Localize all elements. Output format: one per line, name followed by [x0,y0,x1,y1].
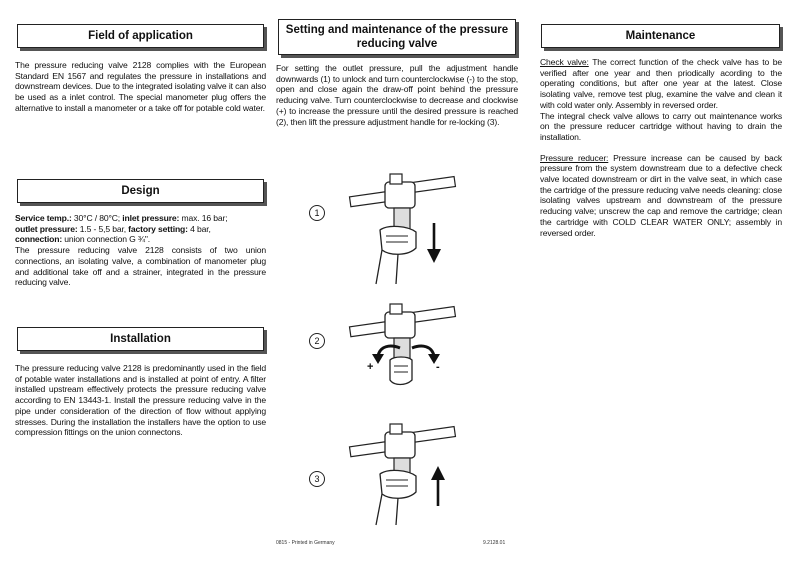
design-spec-line-1: Service temp.: 30°C / 80°C; inlet pressure: max. 16 bar; [15,213,228,223]
decrease-sign: - [436,361,440,373]
increase-sign: + [367,361,374,373]
integral-check-valve-paragraph: The integral check valve allows to carry out maintenance works on the pressure reducer cartridge without having to drain the installation. [540,110,782,142]
field-of-application-heading: Field of application [17,24,264,48]
field-of-application-text: The pressure reducing valve 2128 complies with the European Standard EN 1567 and regulates the pressure in installations and downstream devices. Due to the integrated isolating valve it can also be used as a inlet control. The special manometer plug offers the alternative to install a manometer or a take off for potable cold water. [15,60,266,113]
valve-illustration-step-1 [350,172,460,287]
setting-text: For setting the outlet pressure, pull the adjustment handle downwards (1) to unlock and turn counterclockwise (-) to the stop, open and close again the draw-off point behind the pressure reducing valve. Turn counterclockwise to decrease and clockwise (+) to increase the pressure until the desired pressure is reached (2), then lift the pressure adjustment handle for re-locking (3). [276,63,518,127]
maintenance-heading: Maintenance [541,24,780,48]
pressure-reducer-paragraph: Pressure reducer: Pressure increase can be caused by back pressure from the system downstream due to a defective check valve located downstream or dirt in the valve seat, in which case the cartridge of the pressure reducing valve needs cleaning: close isolating valves upstream and downstream of the pressure reducing valve; unscrew the cap and remove the cartridge; clean the cartridge with COLD CLEAR WATER ONLY; assembly in reversed order. [540,152,782,238]
rotate-counterclockwise-icon [372,342,402,364]
installation-text: The pressure reducing valve 2128 is predominantly used in the field of potable water installations and is installed at point of entry. A filter installed upstream effectively protects the pressure reducing valve according to EN 13443-1. Install the pressure reducing valve in the pipe under consideration of the direction of flow without applying stresses. During the installation the installers have the option to use compression fittings on the union connectons. [15,363,266,438]
step-2-marker: 2 [309,333,325,349]
setting-heading: Setting and maintenance of the pressure reducing valve [278,19,516,55]
valve-illustration-step-2 [350,302,460,402]
design-heading: Design [17,179,264,203]
design-spec-line-2: outlet pressure: 1.5 - 5,5 bar, factory setting: 4 bar, [15,223,211,234]
document-code: 9.2128.01 [483,540,506,546]
printed-in-germany: 0815 - Printed in Germany [276,540,335,546]
step-1-marker: 1 [309,205,325,221]
step-3-marker: 3 [309,471,325,487]
installation-heading: Installation [17,327,264,351]
maintenance-text [540,57,782,238]
arrow-up-icon [431,466,445,506]
design-description: The pressure reducing valve 2128 consists of two union connections, an isolating valve, a combination of manometer plug and additional take off and a strainer, integrated in the pressure reducing valve. [15,245,266,288]
design-text [15,213,266,288]
check-valve-paragraph: Check valve: The correct function of the check valve has to be verified after one year and then priodically acording to the operating conditions, but after one year at the latest. Close isolating valve, remove test plug, examine the valve and clean it with cold water only. Assembly in reversed order. [540,57,782,110]
arrow-down-icon [427,223,441,263]
design-spec-line-3: connection: union connection G ¾". [15,234,151,245]
